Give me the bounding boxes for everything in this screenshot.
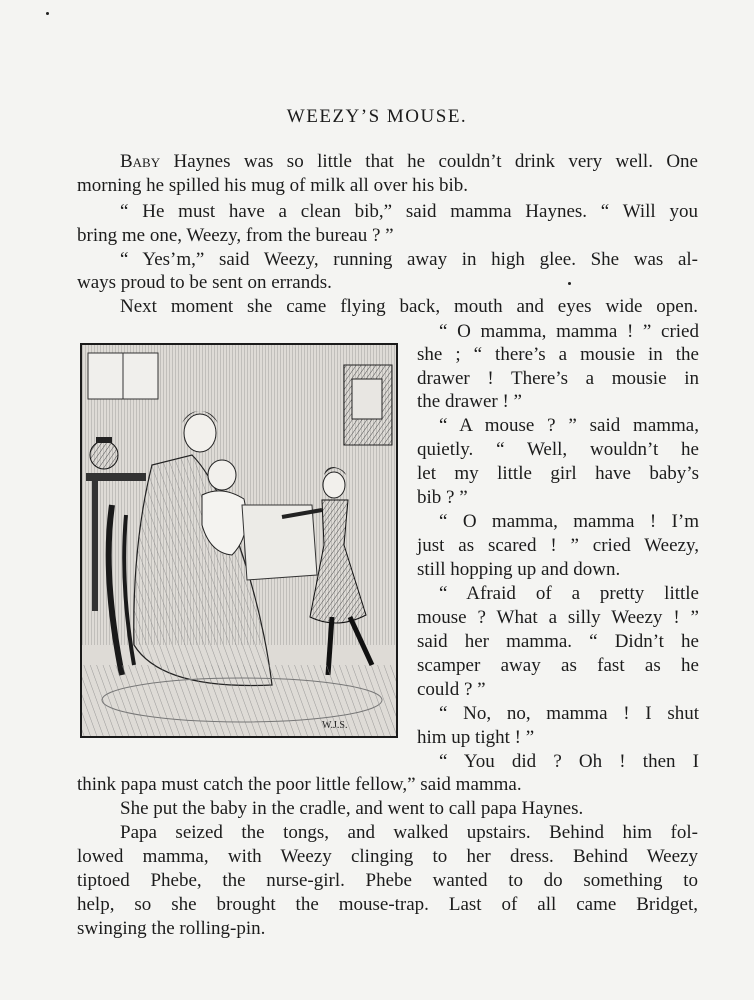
- text-line: “ No, no, mamma ! I shut: [439, 703, 699, 724]
- text-line: tiptoed Phebe, the nurse-girl. Phebe wanted to do something to: [77, 870, 698, 891]
- text-line: morning he spilled his mug of milk all over his bib.: [77, 175, 469, 196]
- story-title: WEEZY’S MOUSE.: [286, 106, 468, 127]
- text-line: could ? ”: [417, 679, 486, 700]
- text-line: “ You did ? Oh ! then I: [439, 751, 699, 772]
- text-line: “ O mamma, mamma ! I’m: [439, 511, 699, 532]
- text-line: swinging the rolling-pin.: [77, 918, 266, 939]
- text-line: said her mamma. “ Didn’t he: [417, 631, 699, 652]
- text-line: bring me one, Weezy, from the bureau ? ”: [77, 225, 394, 246]
- text-line: “ Yes’m,” said Weezy, running away in high glee. She was al-: [120, 249, 698, 270]
- text-line: the drawer ! ”: [417, 391, 522, 412]
- text-line: “ A mouse ? ” said mamma,: [439, 415, 699, 436]
- text-line: “ Afraid of a pretty little: [439, 583, 699, 604]
- text-line: “ He must have a clean bib,” said mamma Haynes. “ Will you: [120, 201, 698, 222]
- text-line: just as scared ! ” cried Weezy,: [417, 535, 699, 556]
- text-line: let my little girl have baby’s: [417, 463, 699, 484]
- text-line: Papa seized the tongs, and walked upstairs. Behind him fol-: [120, 822, 698, 843]
- text-line: Next moment she came flying back, mouth and eyes wide open.: [120, 296, 698, 317]
- text-line: think papa must catch the poor little fellow,” said mamma.: [77, 774, 522, 795]
- text-line: still hopping up and down.: [417, 559, 621, 580]
- text-line: bib ? ”: [417, 487, 468, 508]
- text-line: ways proud to be sent on errands.: [77, 272, 332, 293]
- text-line: quietly. “ Well, wouldn’t he: [417, 439, 699, 460]
- text-line: She put the baby in the cradle, and went to call papa Haynes.: [120, 798, 584, 819]
- text-line: help, so she brought the mouse-trap. Last of all came Bridget,: [77, 894, 698, 915]
- text-line: mouse ? What a silly Weezy ! ”: [417, 607, 699, 628]
- text-line: she ; “ there’s a mousie in the: [417, 344, 699, 365]
- engraving-illustration: [80, 343, 398, 738]
- engraver-signature: W.J.S.: [322, 720, 348, 731]
- text-line: lowed mamma, with Weezy clinging to her dress. Behind Weezy: [77, 846, 698, 867]
- text-line: drawer ! There’s a mousie in: [417, 368, 699, 389]
- text-line: him up tight ! ”: [417, 727, 535, 748]
- text-line: “ O mamma, mamma ! ” cried: [439, 321, 699, 342]
- text-line: scamper away as fast as he: [417, 655, 699, 676]
- corner-mark: [46, 12, 49, 15]
- text-line: Baby Haynes was so little that he couldn’t drink very well. One: [120, 151, 698, 172]
